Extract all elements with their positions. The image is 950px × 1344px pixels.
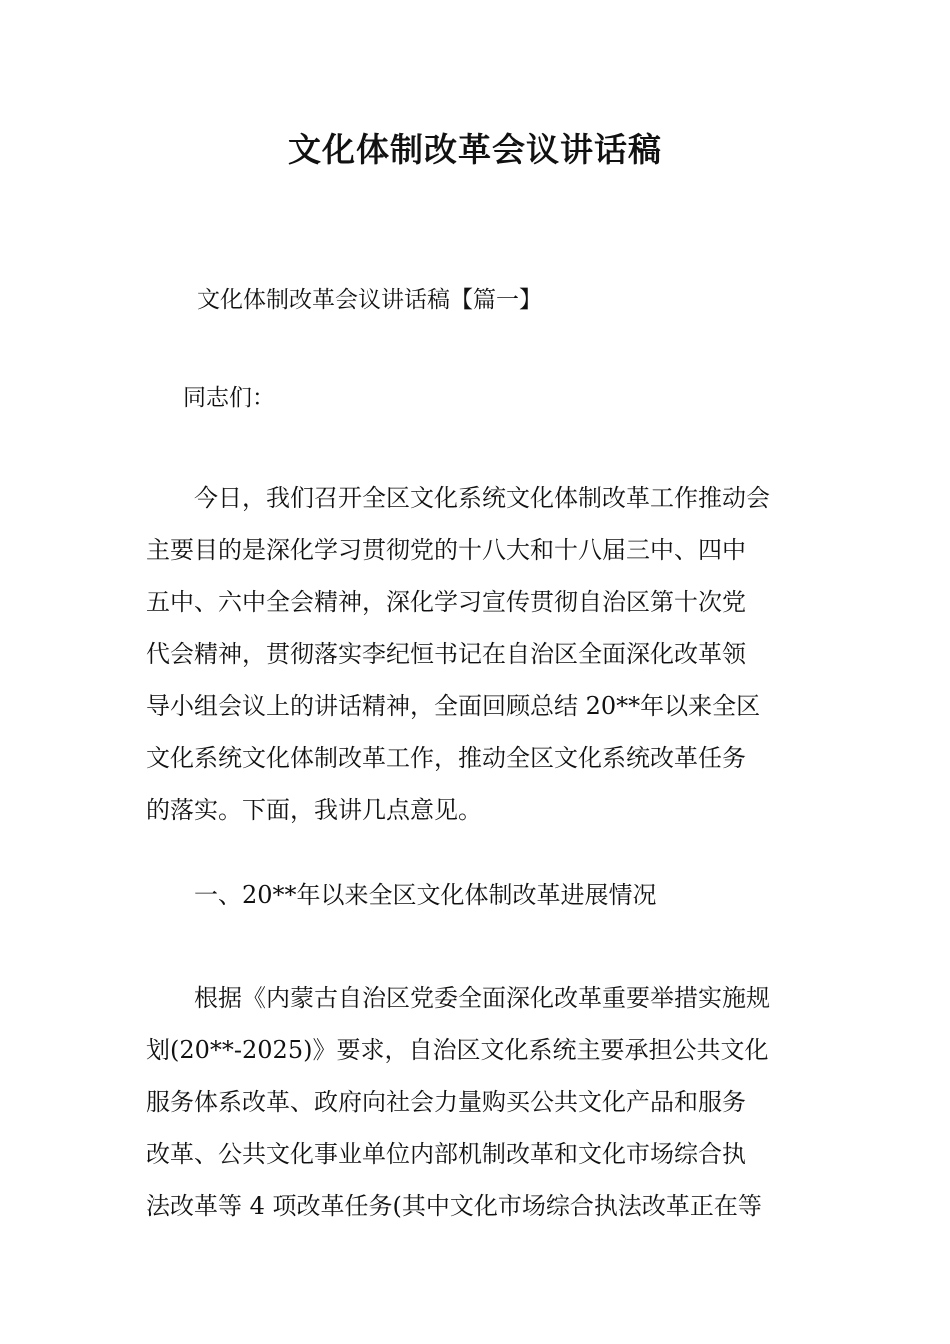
paragraph-line: 划(20**-2025)》要求，自治区文化系统主要承担公共文化 [146,1036,769,1064]
paragraph-line: 改革、公共文化事业单位内部机制改革和文化市场综合执 [146,1140,746,1168]
paragraph-line: 五中、六中全会精神，深化学习宣传贯彻自治区第十次党 [146,588,746,616]
paragraph-line: 代会精神，贯彻落实李纪恒书记在自治区全面深化改革领 [146,640,746,668]
paragraph-line: 法改革等 4 项改革任务(其中文化市场综合执法改革正在等 [146,1192,762,1220]
paragraph-line: 文化系统文化体制改革工作，推动全区文化系统改革任务 [146,744,746,772]
section-heading-text: 一、20**年以来全区文化体制改革进展情况 [146,881,657,909]
section-heading [146,875,811,927]
paragraph-line: 根据《内蒙古自治区党委全面深化改革重要举措实施规 [146,984,770,1012]
intro-paragraph [146,478,811,842]
paragraph-line: 主要目的是深化学习贯彻党的十八大和十八届三中、四中 [146,536,746,564]
paragraph-line: 的落实。下面，我讲几点意见。 [146,796,482,824]
body-paragraph [146,978,811,1238]
paragraph-line: 今日，我们召开全区文化系统文化体制改革工作推动会 [146,484,770,512]
document-subtitle: 文化体制改革会议讲话稿【篇一】 [197,287,542,313]
document-title: 文化体制改革会议讲话稿 [288,130,662,169]
paragraph-line: 服务体系改革、政府向社会力量购买公共文化产品和服务 [146,1088,746,1116]
paragraph-line: 导小组会议上的讲话精神，全面回顾总结 20**年以来全区 [146,692,761,720]
greeting-line: 同志们： [183,385,275,411]
